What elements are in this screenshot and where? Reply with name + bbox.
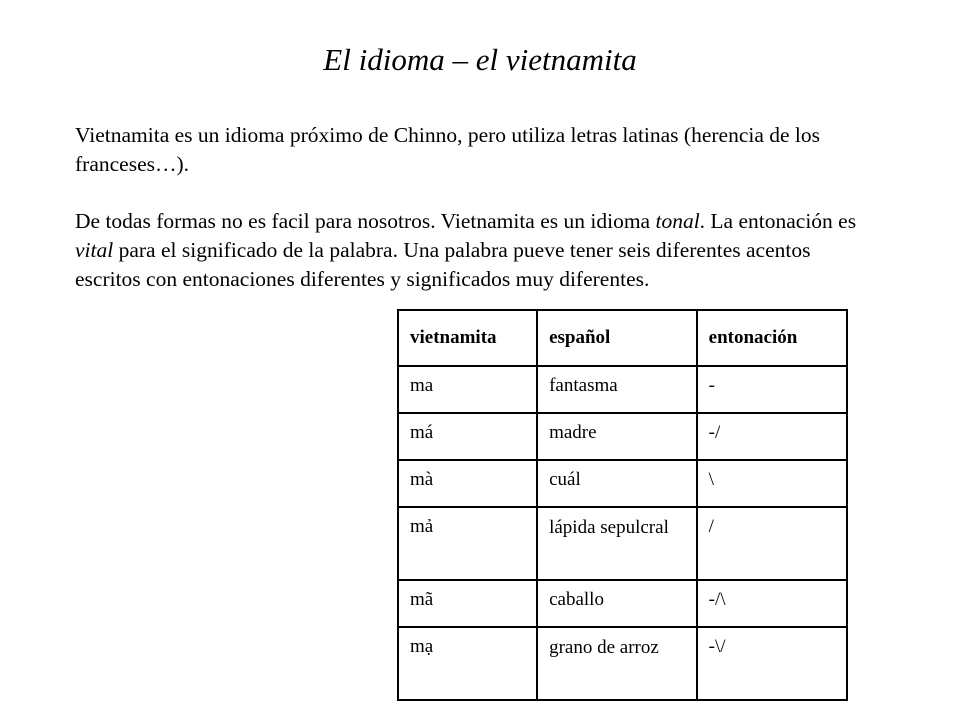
cell-entonacion: -/ <box>697 413 847 460</box>
header-vietnamita: vietnamita <box>398 310 537 366</box>
cell-espanol: fantasma <box>537 366 697 413</box>
cell-espanol: lápida sepulcral <box>537 507 697 580</box>
cell-entonacion: -\/ <box>697 627 847 700</box>
cell-espanol: cuál <box>537 460 697 507</box>
tonal-paragraph <box>75 207 875 294</box>
cell-vietnamita: mả <box>398 507 537 580</box>
table-row <box>398 460 847 507</box>
cell-espanol: grano de arroz <box>537 627 697 700</box>
cell-entonacion: / <box>697 507 847 580</box>
tonal-emphasis: tonal <box>655 209 700 233</box>
header-espanol: español <box>537 310 697 366</box>
table-header-row <box>398 310 847 366</box>
table-row <box>398 580 847 627</box>
cell-entonacion: - <box>697 366 847 413</box>
cell-espanol: madre <box>537 413 697 460</box>
vital-emphasis: vital <box>75 238 114 262</box>
cell-vietnamita: mà <box>398 460 537 507</box>
cell-entonacion: -/\ <box>697 580 847 627</box>
table-row <box>398 366 847 413</box>
tonal-paragraph-text-1: De todas formas no es facil para nosotros. Vietnamita es un idioma <box>75 209 656 233</box>
table-row <box>398 413 847 460</box>
tonal-paragraph-text-3: para el significado de la palabra. Una palabra pueve tener seis diferentes acentos escritos con entonaciones diferentes y significados muy diferentes. <box>75 238 811 291</box>
header-entonacion: entonación <box>697 310 847 366</box>
intro-paragraph: Vietnamita es un idioma próximo de Chinno, pero utiliza letras latinas (herencia de los franceses…). <box>75 123 821 176</box>
table-row <box>398 507 847 580</box>
table-row <box>398 627 847 700</box>
cell-vietnamita: mạ <box>398 627 537 700</box>
tonal-paragraph-text-2: . La entonación es <box>699 209 857 233</box>
cell-espanol: caballo <box>537 580 697 627</box>
slide-title: El idioma – el vietnamita <box>323 42 637 77</box>
cell-vietnamita: ma <box>398 366 537 413</box>
cell-vietnamita: mã <box>398 580 537 627</box>
tone-table <box>397 309 848 701</box>
cell-vietnamita: má <box>398 413 537 460</box>
cell-entonacion: \ <box>697 460 847 507</box>
